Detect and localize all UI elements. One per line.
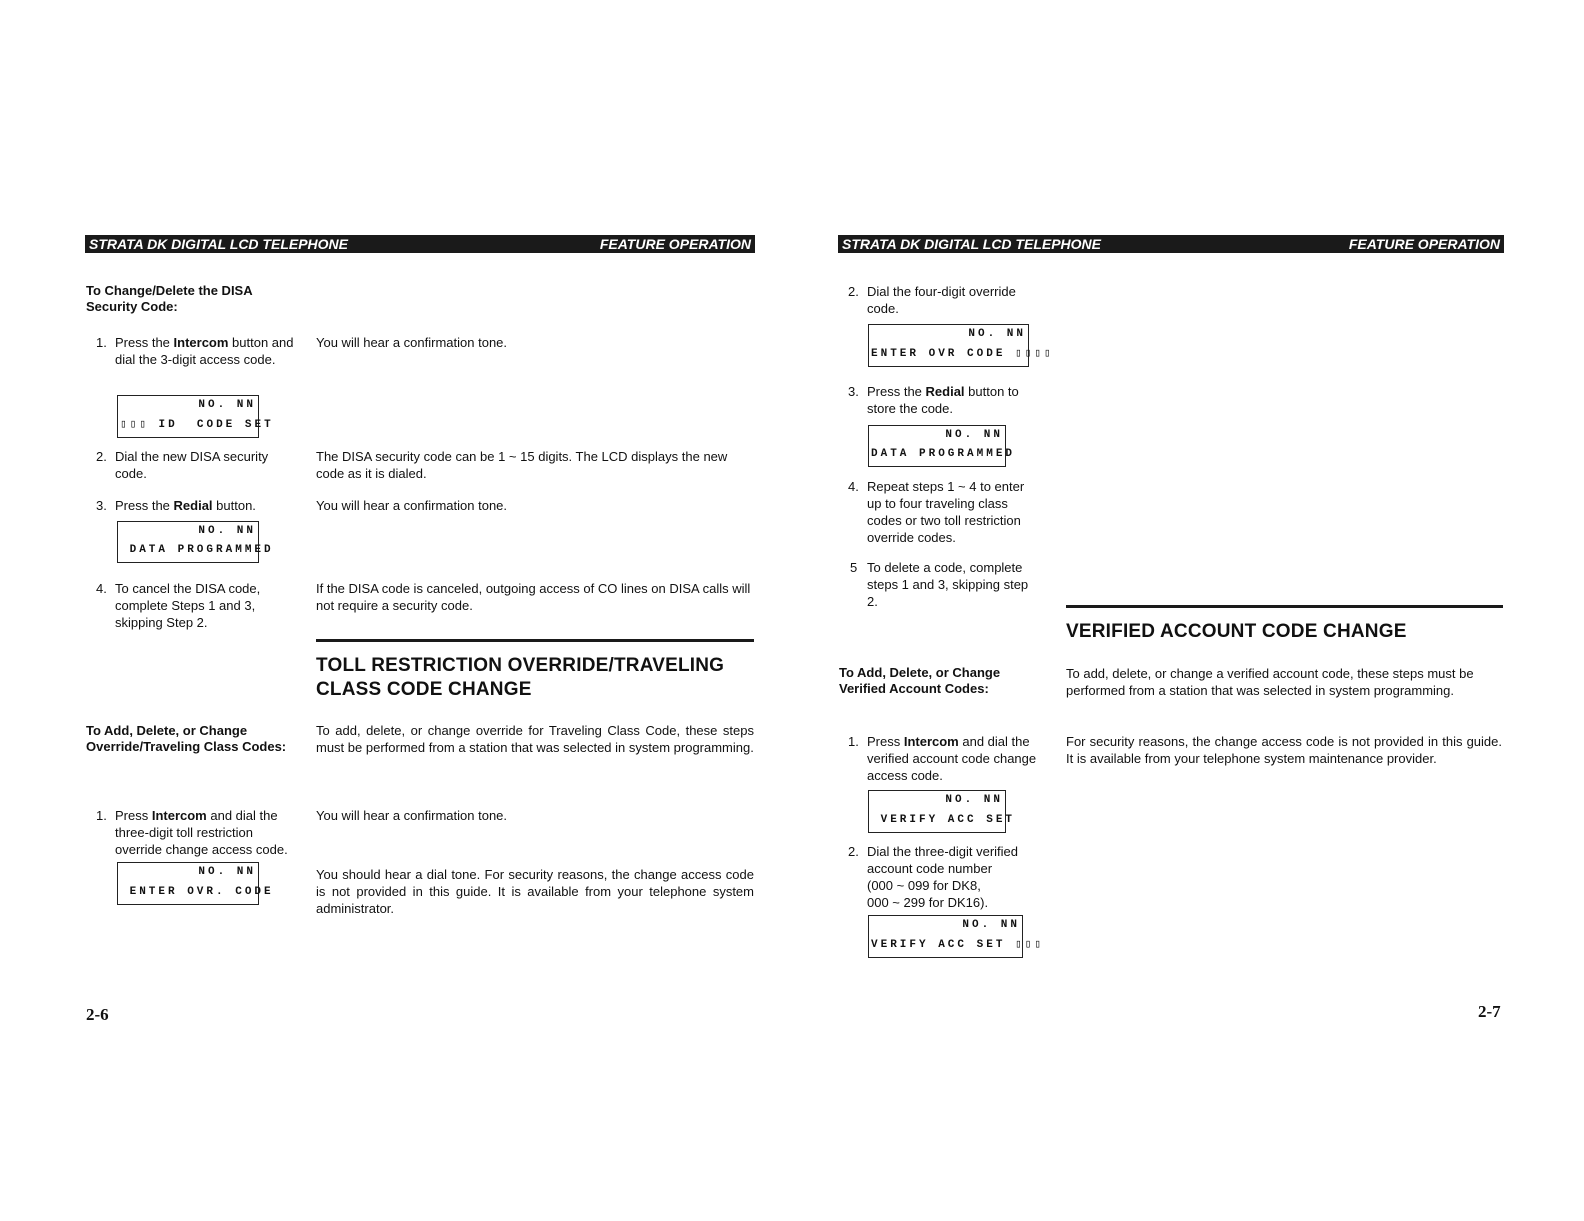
disa-step-4-num: 4. bbox=[96, 581, 107, 596]
toll-step-4-text: Repeat steps 1 ~ 4 to enter up to four traveling class codes or two toll restriction override codes. bbox=[867, 479, 1025, 545]
right-page-number: 2-7 bbox=[1478, 1002, 1501, 1021]
verified-intro: To add, delete, or change a verified account code, these steps must be performed from a station that was selected in system programming. bbox=[1066, 666, 1474, 698]
disa-step-4-note: If the DISA code is canceled, outgoing access of CO lines on DISA calls will not require a security code. bbox=[316, 581, 751, 613]
right-header-section: FEATURE OPERATION bbox=[1348, 236, 1500, 252]
right-header-title: STRATA DK DIGITAL LCD TELEPHONE bbox=[842, 236, 1101, 252]
lcd-display-verify-acc-set: NO. NN VERIFY ACC SET bbox=[868, 790, 1006, 833]
toll-note-dial-tone: You should hear a dial tone. For security reasons, the change access code is not provided in this guide. It is available from your telephone system administrator. bbox=[316, 867, 754, 916]
verified-section-rule bbox=[1066, 605, 1503, 608]
toll-step-4-num: 4. bbox=[848, 479, 859, 494]
verified-heading: To Add, Delete, or Change Verified Account Codes: bbox=[839, 665, 1001, 696]
verified-step-1-text: Press Intercom and dial the verified account code change access code. bbox=[867, 734, 1037, 783]
disa-step-1-num: 1. bbox=[96, 335, 107, 350]
disa-step-1-text: Press the Intercom button and dial the 3-digit access code. bbox=[115, 335, 294, 367]
toll-step-1-num: 1. bbox=[96, 808, 107, 823]
disa-heading: To Change/Delete the DISA Security Code: bbox=[86, 283, 253, 314]
verified-step-1-num: 1. bbox=[848, 734, 859, 749]
lcd-display-disa-id: NO. NN ▯▯▯ ID CODE SET bbox=[117, 395, 259, 438]
right-header-bar bbox=[838, 235, 1504, 253]
toll-step-2-text: Dial the four-digit override code. bbox=[867, 284, 1016, 316]
disa-step-2-text: Dial the new DISA security code. bbox=[115, 449, 269, 481]
toll-step-5-text: To delete a code, complete steps 1 and 3, skipping step 2. bbox=[867, 560, 1029, 609]
toll-step-5-num: 5 bbox=[850, 560, 858, 575]
toll-heading: To Add, Delete, or Change Override/Traveling Class Codes: bbox=[86, 723, 287, 754]
disa-step-2-num: 2. bbox=[96, 449, 107, 464]
left-header-section: FEATURE OPERATION bbox=[599, 236, 751, 252]
left-header-title: STRATA DK DIGITAL LCD TELEPHONE bbox=[89, 236, 348, 252]
left-header-bar bbox=[85, 235, 755, 253]
left-page-number: 2-6 bbox=[86, 1005, 109, 1024]
lcd-display-disa-programmed: NO. NN DATA PROGRAMMED bbox=[117, 521, 259, 563]
disa-step-3-note: You will hear a confirmation tone. bbox=[316, 498, 508, 513]
lcd-display-enter-ovr-code: NO. NN ENTER OVR. CODE bbox=[117, 862, 259, 905]
verified-section-title: VERIFIED ACCOUNT CODE CHANGE bbox=[1066, 621, 1407, 642]
toll-section-title: TOLL RESTRICTION OVERRIDE/TRAVELING CLASS CODE CHANGE bbox=[316, 655, 725, 700]
lcd-display-verify-acc-set-digits: NO. NN VERIFY ACC SET ▯▯▯ bbox=[868, 915, 1023, 958]
disa-step-4-text: To cancel the DISA code, complete Steps 1 and 3, skipping Step 2. bbox=[115, 581, 261, 630]
lcd-display-data-programmed: NO. NN DATA PROGRAMMED bbox=[868, 425, 1006, 467]
disa-step-3-text: Press the Redial button. bbox=[115, 498, 256, 513]
toll-step-1-text: Press Intercom and dial the three-digit toll restriction override change access code. bbox=[115, 808, 288, 857]
verified-step-1-note: For security reasons, the change access code is not provided in this guide. It is available from your telephone system maintenance provider. bbox=[1066, 734, 1502, 766]
verified-step-2-text: Dial the three-digit verified account code number (000 ~ 099 for DK8, 000 ~ 299 for DK16). bbox=[867, 844, 1019, 910]
toll-step-2-num: 2. bbox=[848, 284, 859, 299]
toll-step-1-note: You will hear a confirmation tone. bbox=[316, 808, 508, 823]
lcd-display-enter-ovr-code-digits: NO. NN ENTER OVR CODE ▯▯▯▯ bbox=[868, 324, 1029, 367]
disa-step-3-num: 3. bbox=[96, 498, 107, 513]
verified-step-2-num: 2. bbox=[848, 844, 859, 859]
disa-step-1-note: You will hear a confirmation tone. bbox=[316, 335, 508, 350]
toll-step-3-num: 3. bbox=[848, 384, 859, 399]
disa-step-2-note: The DISA security code can be 1 ~ 15 digits. The LCD displays the new code as it is dialed. bbox=[316, 449, 728, 481]
toll-intro: To add, delete, or change override for Traveling Class Code, these steps must be performed from a station that was selected in system programming. bbox=[316, 723, 754, 755]
toll-step-3-text: Press the Redial button to store the code. bbox=[867, 384, 1019, 416]
toll-section-rule bbox=[316, 639, 754, 642]
